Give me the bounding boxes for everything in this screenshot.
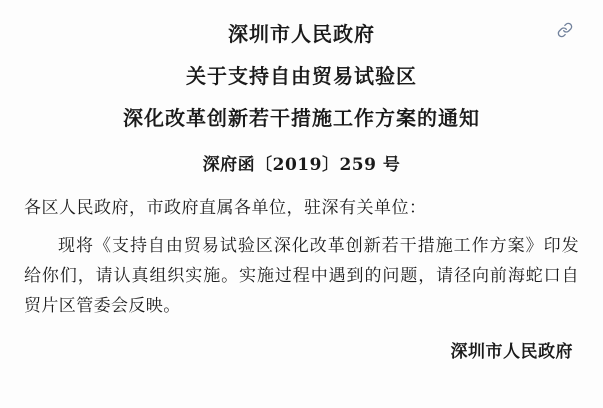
document-body: 现将《支持自由贸易试验区深化改革创新若干措施工作方案》印发给你们，请认真组织实施。实施过程中遇到的问题，请径向前海蛇口自贸片区管委会反映。 <box>24 236 579 316</box>
document-number: 深府函〔2019〕259 号 <box>202 155 401 175</box>
document-signature: 深圳市人民政府 <box>450 342 573 363</box>
document-salutation: 各区人民政府，市政府直属各单位，驻深有关单位： <box>24 198 427 218</box>
link-icon[interactable] <box>557 22 573 38</box>
title-line-3: 深化改革创新若干措施工作方案的通知 <box>123 106 480 130</box>
document-title <box>24 24 579 128</box>
title-line-2: 关于支持自由贸易试验区 <box>186 64 417 88</box>
title-line-1: 深圳市人民政府 <box>228 22 375 46</box>
